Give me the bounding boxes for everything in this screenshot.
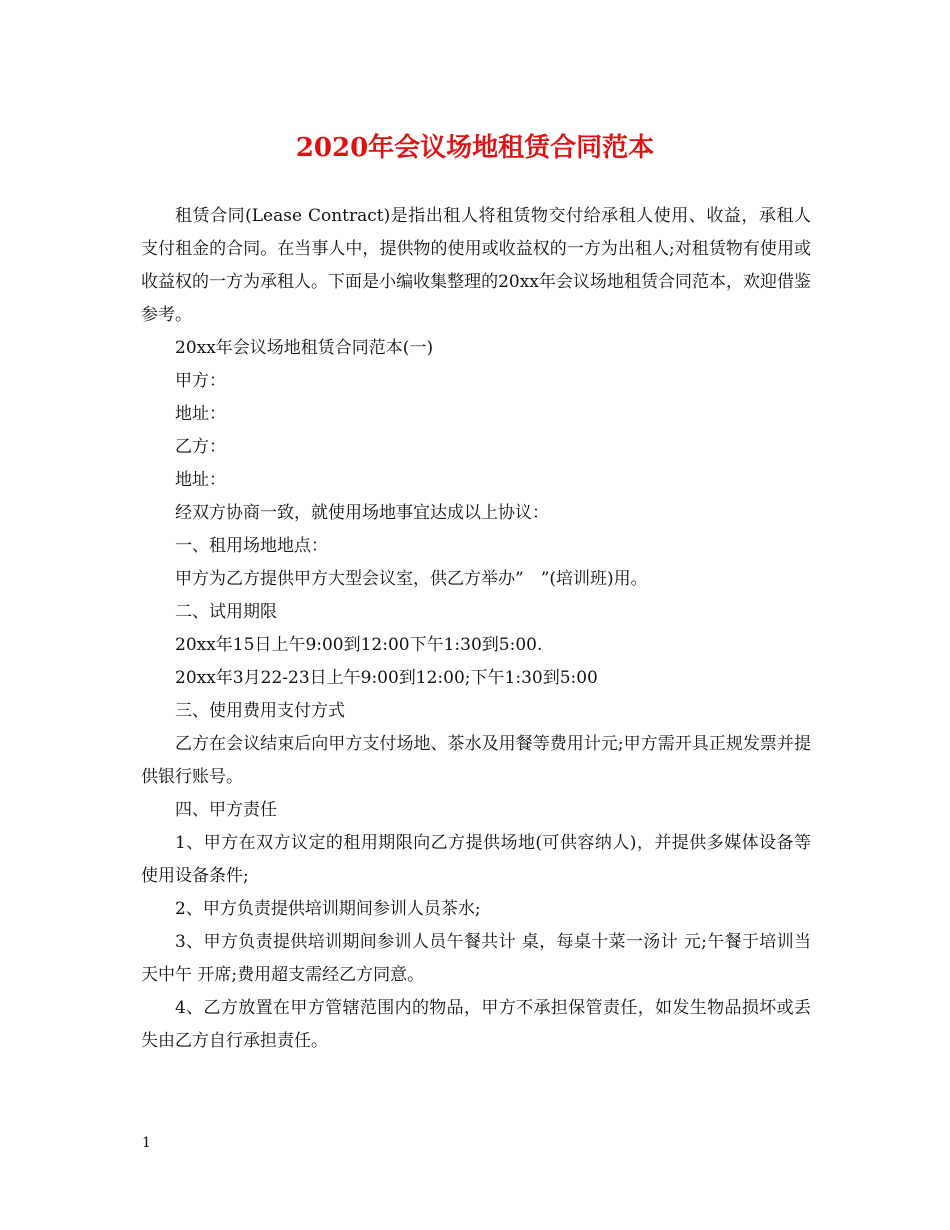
section-2-line-1: 20xx年15日上午9:00到12:00下午1:30到5:00.: [175, 635, 543, 655]
section-1-heading: 一、租用场地地点：: [175, 536, 328, 556]
party-b-address-label: 地址：: [175, 470, 226, 490]
section-4-item-3: 3、甲方负责提供培训期间参训人员午餐共计 桌，每桌十菜一汤计 元;午餐于培训当天中午 开席;费用超支需经乙方同意。: [141, 932, 811, 985]
party-a-label: 甲方：: [175, 371, 226, 391]
section-4-item-4: 4、乙方放置在甲方管辖范围内的物品，甲方不承担保管责任，如发生物品损坏或丢失由乙方自行承担责任。: [141, 998, 811, 1051]
section-4-item-1: 1、甲方在双方议定的租用期限向乙方提供场地(可供容纳人)，并提供多媒体设备等使用设备条件;: [141, 833, 811, 886]
party-b-label: 乙方：: [175, 437, 226, 457]
section-2-heading: 二、试用期限: [175, 602, 277, 622]
section-4-heading: 四、甲方责任: [175, 800, 277, 820]
section-3-heading: 三、使用费用支付方式: [175, 701, 345, 721]
document-body: [141, 200, 811, 1058]
intro-paragraph: 租赁合同(Lease Contract)是指出租人将租赁物交付给承租人使用、收益，承租人支付租金的合同。在当事人中，提供物的使用或收益权的一方为出租人;对租赁物有使用或收益权的一方为承租人。下面是小编收集整理的20xx年会议场地租赁合同范本，欢迎借鉴参考。: [141, 206, 811, 325]
contract-subtitle: 20xx年会议场地租赁合同范本(一): [175, 338, 434, 358]
page-number: 1: [142, 1135, 151, 1151]
section-1-text: 甲方为乙方提供甲方大型会议室，供乙方举办” ”(培训班)用。: [175, 569, 648, 589]
document-title: 2020年会议场地租赁合同范本: [295, 133, 655, 163]
section-2-line-2: 20xx年3月22-23日上午9:00到12:00;下午1:30到5:00: [175, 668, 598, 688]
section-4-item-2: 2、甲方负责提供培训期间参训人员茶水;: [175, 899, 481, 919]
agreement-statement: 经双方协商一致，就使用场地事宜达成以上协议：: [175, 503, 549, 523]
party-a-address-label: 地址：: [175, 404, 226, 424]
section-3-text: 乙方在会议结束后向甲方支付场地、茶水及用餐等费用计元;甲方需开具正规发票并提供银行账号。: [141, 734, 811, 787]
